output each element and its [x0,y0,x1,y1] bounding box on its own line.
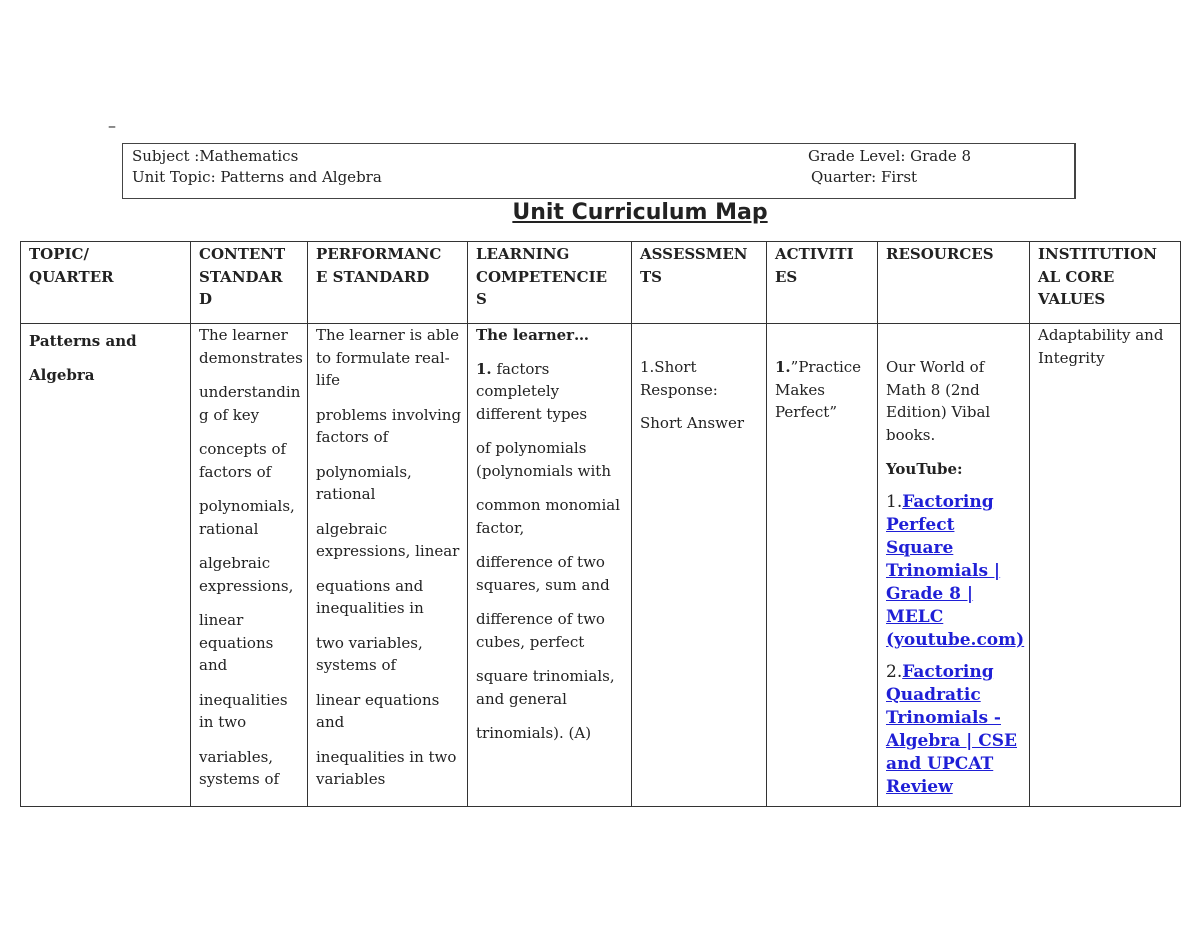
content-standard-para-line: The learner [199,326,288,344]
column-header-line: ES [775,267,798,286]
core-values-cell [1038,324,1177,369]
youtube-video-1-line [886,560,1026,583]
column-header-line: STANDAR [199,267,283,286]
performance-standard-cell [316,324,464,803]
competency-para [476,608,628,653]
youtube-video-2-link[interactable]: Review [886,776,953,797]
performance-standard-para [316,689,464,734]
competency-para-line: common monomial [476,496,621,514]
column-header-content-standard [199,243,304,311]
competency-para-line: different types [476,404,588,423]
table-col-border [190,241,191,807]
competency-para [476,722,628,745]
resource-book-line: books. [886,425,936,444]
topic-line: Patterns and [29,332,137,350]
page-title: Unit Curriculum Map [512,200,768,225]
resource-book-line: Math 8 (2nd [886,380,980,399]
table-col-border [307,241,308,807]
activity-line: Makes [775,380,825,399]
table-col-border [877,241,878,807]
youtube-video-1-item [886,491,1026,652]
performance-standard-para-line: rational [316,485,376,503]
performance-standard-para [316,632,464,677]
performance-standard-para-line: linear equations [316,690,440,709]
column-header-line: TOPIC/ [29,245,89,263]
competency-para [476,551,628,596]
youtube-video-2-line [886,776,1026,799]
content-standard-para-line: concepts of [199,440,287,458]
performance-standard-para-line: algebraic [316,519,388,538]
youtube-video-2-line [886,730,1026,753]
resource-book [886,356,1026,446]
activity-line: Perfect” [775,403,837,421]
performance-standard-para [316,575,464,620]
competency-para-line [476,358,628,381]
youtube-video-1-line [886,537,1026,560]
competency-para-line: cubes, perfect [476,632,585,651]
youtube-video-2-line [886,707,1026,730]
youtube-video-2-link[interactable]: Factoring [902,661,994,682]
performance-standard-para [316,461,464,506]
performance-standard-para [316,324,464,392]
activity-line [775,356,874,379]
competency-para-line: difference of two [476,610,605,628]
column-header-activities [775,243,874,288]
table-col-border [766,241,767,807]
youtube-video-2-link[interactable]: Algebra | CSE [886,730,1017,751]
performance-standard-para-line: The learner is able [316,326,460,344]
youtube-video-2-link[interactable]: Quadratic [886,684,981,705]
activity-number: 1. [775,358,791,376]
competency-para [476,665,628,710]
performance-standard-para-line: two variables, [316,633,423,652]
content-standard-para [199,552,304,597]
assessment-para-line: Response: [640,380,718,399]
content-standard-para-line: systems of [199,770,280,788]
content-standard-para-line: linear [199,611,244,629]
table-row-border [20,241,1181,242]
column-header-line: CONTENT [199,245,286,263]
performance-standard-para-line: equations and [316,576,424,595]
performance-standard-para-line: factors of [316,428,389,446]
competency-para [476,437,628,482]
table-col-border [1029,241,1030,807]
performance-standard-para-line: inequalities in two [316,747,457,766]
content-standard-para-line: variables, [199,747,274,766]
column-header-topic [29,243,187,288]
column-header-line: COMPETENCIE [476,267,608,286]
content-standard-para-line: in two [199,713,247,731]
unit-topic-label: Unit Topic: Patterns and Algebra [132,168,382,186]
column-header-line: QUARTER [29,267,114,286]
competency-para-line: of polynomials [476,439,587,457]
competency-para-line: factor, [476,518,525,537]
content-standard-para-line: factors of [199,462,272,481]
column-header-line: PERFORMANC [316,245,442,263]
performance-standard-para-line: to formulate real- [316,348,450,367]
content-standard-para [199,324,304,369]
stray-dash: – [108,116,116,135]
column-header-line: S [476,290,487,308]
content-standard-cell [199,324,304,803]
content-standard-para-line: g of key [199,405,260,424]
competency-para-line: completely [476,382,560,400]
content-standard-para [199,609,304,677]
content-standard-para-line: and [199,656,228,674]
youtube-video-2-number: 2. [886,661,903,682]
content-standard-para-line: polynomials, [199,497,295,515]
youtube-video-1-link[interactable]: MELC [886,606,944,627]
activity-item [775,356,874,424]
table-col-border [1180,241,1181,807]
grade-level-label: Grade Level: Grade 8 [808,147,972,165]
topic-line: Algebra [29,366,95,384]
competency-text: factors [491,359,550,378]
assessment-para-line: 1.Short [640,358,697,376]
subject-header-box [122,143,1076,199]
competency-para-line: squares, sum and [476,575,610,594]
column-header-line: INSTITUTION [1038,245,1157,263]
competency-para [476,358,628,426]
youtube-video-1-line [886,606,1026,629]
content-standard-para [199,746,304,791]
column-header-line: D [199,290,213,308]
subject-label: Subject :Mathematics [132,147,299,165]
column-header-learning-competencies [476,243,628,311]
resources-cell [886,356,1026,808]
youtube-video-1-link[interactable]: Factoring [902,491,994,512]
performance-standard-para-line: problems involving [316,405,462,424]
column-header-line: TS [640,267,662,286]
youtube-video-2-line [886,661,1026,684]
content-standard-para-line: algebraic [199,554,271,572]
assessments-cell [640,356,763,435]
content-standard-para-line: equations [199,633,274,652]
content-standard-para [199,381,304,426]
column-header-core-values [1038,243,1177,311]
column-header-resources [886,243,1026,266]
youtube-video-1-link[interactable]: Square [886,537,954,558]
column-header-line: RESOURCES [886,245,994,263]
activity-text: ”Practice [790,358,862,376]
competency-para [476,494,628,539]
performance-standard-para-line: expressions, linear [316,542,460,560]
performance-standard-para-line: and [316,713,345,731]
core-values-line: Adaptability and [1038,326,1164,344]
youtube-video-2-line [886,753,1026,776]
table-col-border [20,241,21,807]
performance-standard-para-line: systems of [316,656,397,674]
content-standard-para-line: demonstrates [199,348,303,367]
resource-book-line: Our World of [886,358,985,376]
performance-standard-para [316,518,464,563]
youtube-video-1-line [886,491,1026,514]
table-col-border [467,241,468,807]
youtube-video-1-line [886,583,1026,606]
learning-competencies-cell [476,324,628,757]
youtube-video-1-link[interactable]: Grade 8 | [886,583,974,604]
performance-standard-para-line: polynomials, [316,462,412,481]
performance-standard-para-line: life [316,371,341,389]
resource-book-line: Edition) Vibal [886,403,991,421]
competency-para-line: trinomials). (A) [476,724,592,742]
core-values-line: Integrity [1038,348,1105,367]
youtube-video-1-link[interactable]: (youtube.com) [886,629,1025,650]
learner-lead: The learner… [476,326,590,344]
content-standard-para [199,689,304,734]
youtube-video-1-line [886,629,1026,652]
column-header-line: AL CORE [1038,267,1115,286]
competency-para-line: square trinomials, [476,667,615,685]
youtube-label: YouTube: [886,460,963,478]
activities-cell [775,356,874,424]
youtube-video-1-link[interactable]: Trinomials | [886,560,1001,581]
youtube-video-2-line [886,684,1026,707]
content-standard-para-line: understandin [199,383,301,401]
assessment-para [640,356,763,401]
column-header-line: VALUES [1038,290,1106,308]
content-standard-para [199,438,304,483]
content-standard-para-line: expressions, [199,576,294,595]
performance-standard-para [316,746,464,791]
column-header-performance-standard [316,243,464,288]
table-col-border [631,241,632,807]
column-header-line: ACTIVITI [775,245,854,263]
column-header-assessments [640,243,763,288]
youtube-video-2-link[interactable]: and UPCAT [886,753,994,774]
content-standard-para-line: rational [199,519,259,538]
youtube-video-2-link[interactable]: Trinomials - [886,707,1001,728]
performance-standard-para-line: variables [316,770,386,788]
competency-para-line: (polynomials with [476,461,611,480]
youtube-video-1-line [886,514,1026,537]
content-standard-para [199,495,304,540]
competency-para-line: difference of two [476,553,605,571]
youtube-video-1-link[interactable]: Perfect [886,514,955,535]
content-standard-para-line: inequalities [199,690,288,709]
performance-standard-para [316,404,464,449]
topic-cell [29,324,187,392]
performance-standard-para-line: inequalities in [316,599,424,617]
youtube-video-2-item [886,661,1026,799]
competency-number: 1. [476,359,492,378]
quarter-label: Quarter: First [811,168,918,186]
assessment-type: Short Answer [640,414,745,432]
column-header-line: LEARNING [476,245,570,263]
competency-para-line: and general [476,689,567,708]
column-header-line: E STANDARD [316,267,430,286]
column-header-line: ASSESSMEN [640,245,748,263]
youtube-video-1-number: 1. [886,491,903,512]
